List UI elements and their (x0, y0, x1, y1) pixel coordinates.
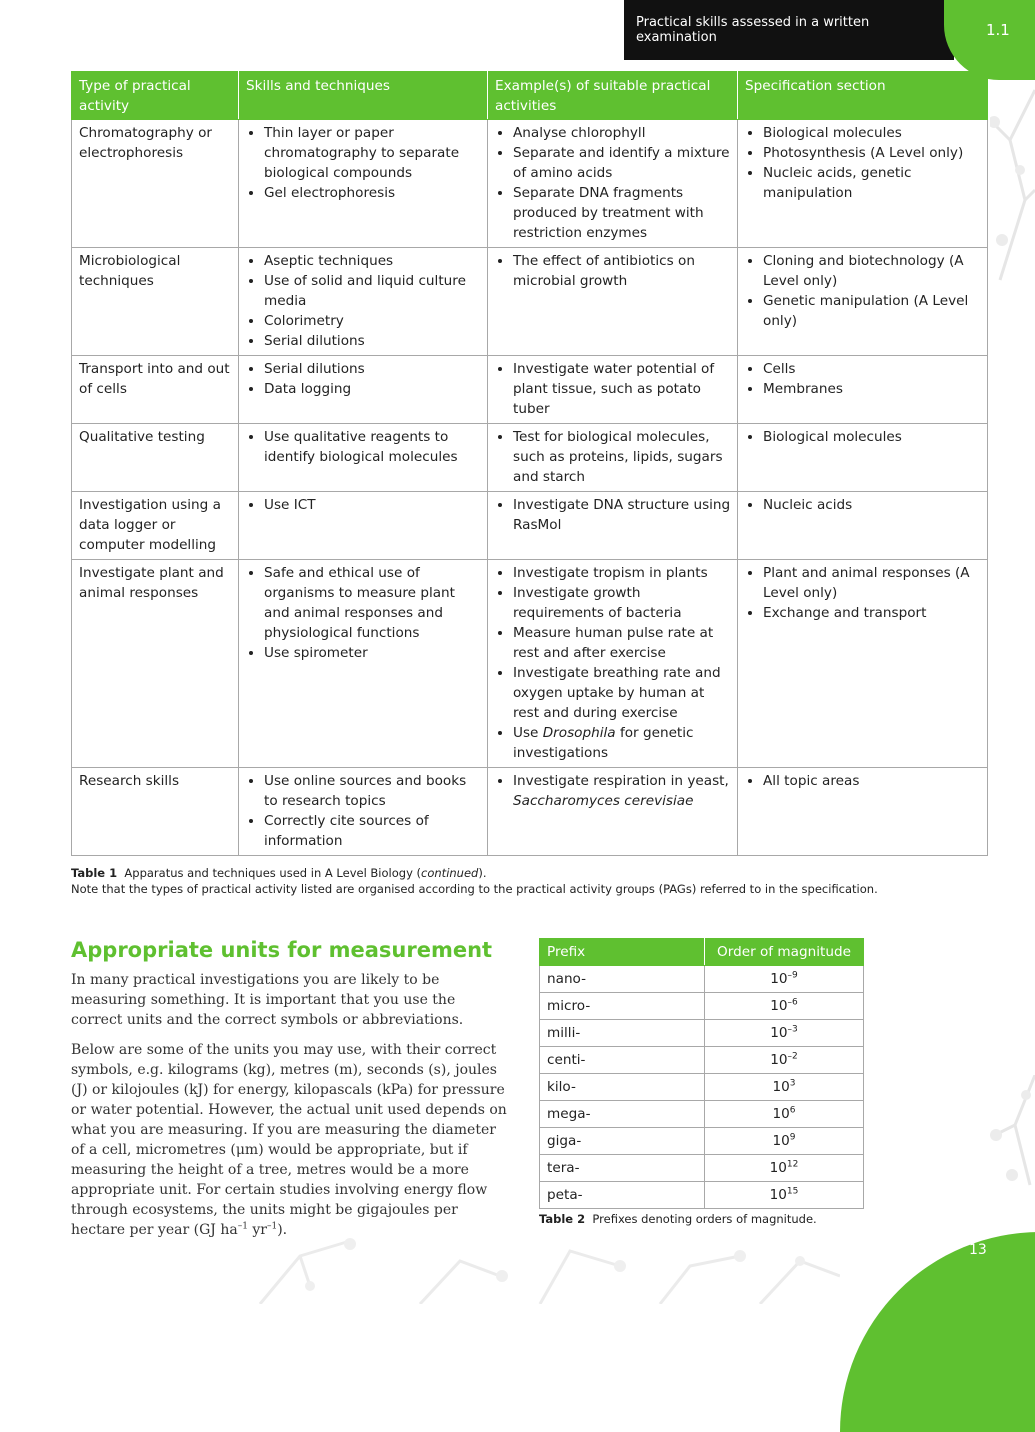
base: 10 (769, 1160, 787, 1176)
list-item: • Correctly cite sources of information (264, 811, 481, 851)
footer-tab (840, 1232, 1035, 1432)
list-item: • Biological molecules (763, 123, 981, 143)
examples-cell (488, 424, 738, 492)
spec-cell (738, 424, 988, 492)
base: 10 (772, 1106, 790, 1122)
table-row (540, 993, 864, 1020)
list-item: • Exchange and transport (763, 603, 981, 623)
base: 10 (769, 1187, 787, 1203)
list-item: • Genetic manipulation (A Level only) (763, 291, 981, 331)
skills-cell (239, 492, 488, 560)
list-item: • Cloning and biotechnology (A Level only) (763, 251, 981, 291)
magnitude-cell (705, 1155, 864, 1182)
paragraph (71, 1040, 511, 1240)
examples-cell (488, 492, 738, 560)
list-item: • Use of solid and liquid culture media (264, 271, 481, 311)
list-item: • Biological molecules (763, 427, 981, 447)
text-run: for genetic investigations (513, 725, 694, 761)
examples-cell (488, 120, 738, 248)
list-item: • Use spirometer (264, 643, 481, 663)
base: 10 (770, 1025, 788, 1041)
leaf-decoration-right (990, 1075, 1035, 1215)
magnitude-cell (705, 1047, 864, 1074)
exponent: –2 (787, 1051, 798, 1062)
magnitude-cell (705, 1074, 864, 1101)
table-row (540, 1074, 864, 1101)
table1-note: Note that the types of practical activity listed are organised according to the practical activity groups (PAGs) referred to in the specification. (71, 882, 878, 896)
list-item: • Serial dilutions (264, 359, 481, 379)
spec-cell (738, 560, 988, 768)
exponent: –9 (787, 970, 798, 981)
list-item: • Thin layer or paper chromatography to separate biological compounds (264, 123, 481, 183)
spec-cell (738, 768, 988, 856)
section-heading: Appropriate units for measurement (71, 938, 493, 962)
list-item: • Plant and animal responses (A Level only) (763, 563, 981, 603)
examples-cell (488, 248, 738, 356)
activity-type: Investigate plant and animal responses (72, 560, 239, 768)
list-item: • Investigate water potential of plant tissue, such as potato tuber (513, 359, 731, 419)
prefix-cell: giga- (540, 1128, 705, 1155)
table-row (540, 1128, 864, 1155)
activity-type: Microbiological techniques (72, 248, 239, 356)
list-item: • Use qualitative reagents to identify biological molecules (264, 427, 481, 467)
header-title: Practical skills assessed in a written examination (636, 15, 870, 45)
skills-cell (239, 560, 488, 768)
table-row (540, 1020, 864, 1047)
section-number: 1.1 (986, 21, 1010, 39)
activity-type: Transport into and out of cells (72, 356, 239, 424)
list-item: • Use online sources and books to research topics (264, 771, 481, 811)
list-item: • Data logging (264, 379, 481, 399)
caption-label: Table 1 (71, 866, 118, 880)
skills-cell (239, 356, 488, 424)
list-item: • The effect of antibiotics on microbial growth (513, 251, 731, 291)
list-item: • Separate and identify a mixture of amino acids (513, 143, 731, 183)
caption-end: ). (478, 866, 487, 880)
text-run: yr (247, 1222, 267, 1238)
prefix-cell: kilo- (540, 1074, 705, 1101)
species-name: Saccharomyces cerevisiae (513, 793, 694, 809)
list-item (513, 723, 731, 763)
list-item (513, 771, 731, 811)
magnitude-cell (705, 966, 864, 993)
list-item: • Test for biological molecules, such as proteins, lipids, sugars and starch (513, 427, 731, 487)
list-item: • Investigate DNA structure using RasMol (513, 495, 731, 535)
prefix-cell: tera- (540, 1155, 705, 1182)
caption-text: Apparatus and techniques used in A Level Biology ( (124, 866, 422, 880)
examples-cell (488, 356, 738, 424)
column-header: Prefix (540, 939, 705, 966)
text-run: Investigate respiration in yeast, (513, 773, 729, 789)
prefix-cell: nano- (540, 966, 705, 993)
list-item: • Aseptic techniques (264, 251, 481, 271)
table2-caption (539, 1212, 817, 1226)
prefix-cell: mega- (540, 1101, 705, 1128)
base: 10 (770, 1052, 788, 1068)
page-number: 13 (969, 1242, 987, 1258)
exponent: 3 (789, 1078, 796, 1089)
caption-italic: continued (421, 866, 479, 880)
table-row (72, 492, 988, 560)
exponent: 15 (786, 1186, 799, 1197)
base: 10 (770, 998, 788, 1014)
exponent: –3 (787, 1024, 798, 1035)
text-run: Use (513, 725, 543, 741)
superscript: –1 (237, 1221, 248, 1232)
base: 10 (772, 1133, 790, 1149)
prefix-cell: micro- (540, 993, 705, 1020)
activity-type: Investigation using a data logger or computer modelling (72, 492, 239, 560)
list-item: • Gel electrophoresis (264, 183, 481, 203)
exponent: –6 (787, 997, 798, 1008)
list-item: • Serial dilutions (264, 331, 481, 351)
superscript: –1 (266, 1221, 278, 1232)
leaf-decoration-top-right (990, 80, 1035, 300)
running-header (624, 0, 954, 60)
skills-cell (239, 768, 488, 856)
table-row (540, 1155, 864, 1182)
base: 10 (770, 971, 788, 987)
magnitude-cell (705, 993, 864, 1020)
list-item: • Investigate breathing rate and oxygen uptake by human at rest and during exercise (513, 663, 731, 723)
table-practical-activities (71, 71, 988, 856)
table-row (72, 248, 988, 356)
activity-type: Qualitative testing (72, 424, 239, 492)
list-item: • All topic areas (763, 771, 981, 791)
exponent: 6 (789, 1105, 796, 1116)
table-row (540, 1182, 864, 1209)
spec-cell (738, 120, 988, 248)
table-prefixes (539, 938, 864, 1209)
list-item: • Colorimetry (264, 311, 481, 331)
exponent: 12 (786, 1159, 799, 1170)
caption-text: Prefixes denoting orders of magnitude. (592, 1212, 817, 1226)
list-item: • Investigate growth requirements of bacteria (513, 583, 731, 623)
list-item: • Cells (763, 359, 981, 379)
spec-cell (738, 492, 988, 560)
paragraph: In many practical investigations you are likely to be measuring something. It is important that you use the correct units and the correct symbols or abbreviations. (71, 972, 464, 1028)
table-row (72, 356, 988, 424)
table-row (540, 966, 864, 993)
column-header: Type of practical activity (72, 72, 239, 120)
text-run: Below are some of the units you may use, with their correct symbols, e.g. kilograms (kg), metres (m), seconds (s), joules (J) or kilojoules (kJ) for energy, kilopascals (kPa) for pressure or water potential. However, the actual unit used depends on what you are measuring. If you are measuring the diameter of a cell, micrometres (μm) would be appropriate, but if measuring the height of a tree, metres would be a more appropriate unit. For certain studies involving energy flow through ecosystems, the units might be gigajoules per hectare per year (GJ ha (71, 1042, 507, 1238)
column-header: Example(s) of suitable practical activities (488, 72, 738, 120)
table-row (72, 768, 988, 856)
magnitude-cell (705, 1182, 864, 1209)
table-row (72, 424, 988, 492)
table-row (72, 560, 988, 768)
base: 10 (772, 1079, 790, 1095)
list-item: • Separate DNA fragments produced by treatment with restriction enzymes (513, 183, 731, 243)
activity-type: Research skills (72, 768, 239, 856)
list-item: • Nucleic acids, genetic manipulation (763, 163, 981, 203)
examples-cell (488, 560, 738, 768)
list-item: • Nucleic acids (763, 495, 981, 515)
prefix-cell: peta- (540, 1182, 705, 1209)
examples-cell (488, 768, 738, 856)
magnitude-cell (705, 1101, 864, 1128)
list-item: • Photosynthesis (A Level only) (763, 143, 981, 163)
magnitude-cell (705, 1020, 864, 1047)
caption-label: Table 2 (539, 1212, 586, 1226)
section-tab (944, 0, 1035, 80)
magnitude-cell (705, 1128, 864, 1155)
list-item: • Use ICT (264, 495, 481, 515)
skills-cell (239, 424, 488, 492)
list-item: • Membranes (763, 379, 981, 399)
column-header: Specification section (738, 72, 988, 120)
column-header: Order of magnitude (705, 939, 864, 966)
table-header-row (72, 72, 988, 120)
leaf-decoration-bottom (240, 1236, 840, 1304)
table-header-row (540, 939, 864, 966)
list-item: • Measure human pulse rate at rest and after exercise (513, 623, 731, 663)
table-row (540, 1101, 864, 1128)
column-header: Skills and techniques (239, 72, 488, 120)
prefix-cell: centi- (540, 1047, 705, 1074)
skills-cell (239, 248, 488, 356)
table-row (540, 1047, 864, 1074)
prefix-cell: milli- (540, 1020, 705, 1047)
spec-cell (738, 356, 988, 424)
text-run: ). (277, 1222, 288, 1238)
exponent: 9 (789, 1132, 796, 1143)
table-row (72, 120, 988, 248)
table1-caption (71, 865, 988, 897)
skills-cell (239, 120, 488, 248)
list-item: • Safe and ethical use of organisms to measure plant and animal responses and physiological functions (264, 563, 481, 643)
list-item: • Analyse chlorophyll (513, 123, 731, 143)
spec-cell (738, 248, 988, 356)
list-item: • Investigate tropism in plants (513, 563, 731, 583)
activity-type: Chromatography or electrophoresis (72, 120, 239, 248)
species-name: Drosophila (542, 725, 616, 741)
